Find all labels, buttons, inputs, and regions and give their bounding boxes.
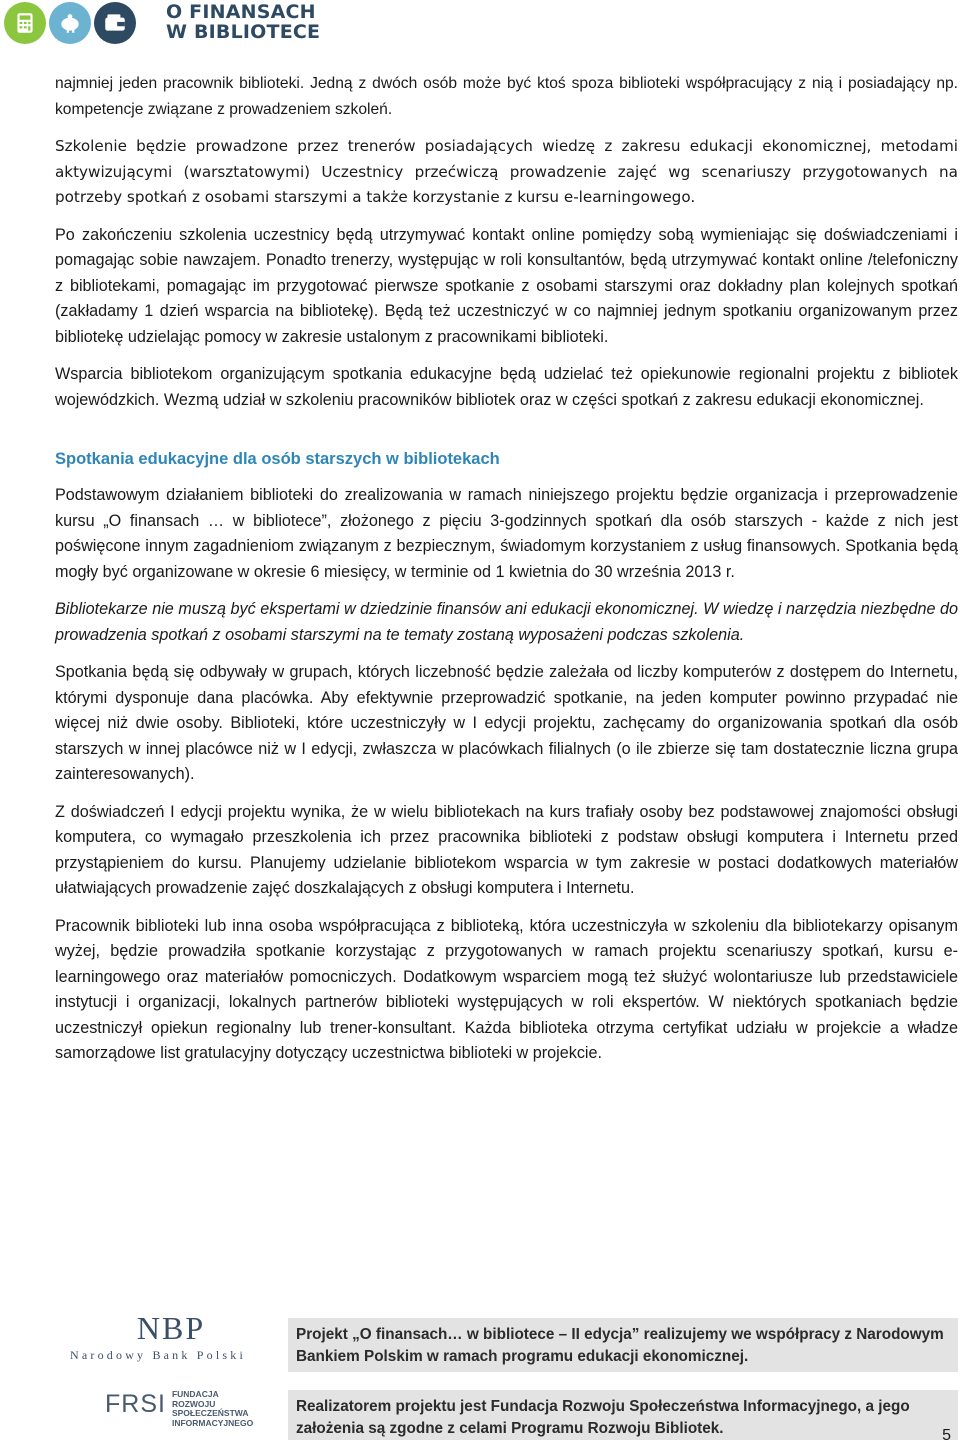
paragraph-6: Bibliotekarze nie muszą być ekspertami w dziedzinie finansów ani edukacji ekonomicznej. W wiedzę i narzędzia niezbędne do prowadzenia spotkań z osobami starszymi na te tematy zostaną wyposażeni podczas szkolenia. [55,600,958,644]
nbp-logo [70,1312,270,1363]
section-heading: Spotkania edukacyjne dla osób starszych w bibliotekach [55,450,500,468]
paragraph-9: Pracownik biblioteki lub inna osoba współpracująca z biblioteką, która uczestniczyła w szkoleniu dla bibliotekarzy opisanym wyżej, będzie prowadziła spotkanie korzystając z przygotowanych w ramach projektu scenariuszy spotkań, kursu e-learningowego oraz materiałów pomocniczych. Dodatkowym wsparciem mogą też służyć wolontariusze lub przedstawiciele instytucji i organizacji, lokalnych partnerów biblioteki występujących w roli ekspertów. W niektórych spotkaniach będzie uczestniczył opiekun regionalny lub trener-konsultant. Każda biblioteka otrzyma certyfikat udziału w projekcie a władze samorządowe list gratulacyjny dotyczący uczestnictwa biblioteki w projekcie. [55,916,958,1062]
paragraph-3: Po zakończeniu szkolenia uczestnicy będą utrzymywać kontakt online pomiędzy sobą wymieniając się doświadczeniami i pomagając sobie nawzajem. Ponadto trenerzy, występując w roli konsultantów, będą utrzymywać kontakt online /telefoniczny z bibliotekami, pomagając im przygotować pierwsze spotkanie z osobami starszymi oraz dokładny plan kolejnych spotkań (zakładamy 1 dzień wsparcia na bibliotekę). Będą też uczestniczyć w co najmniej jednym spotkaniu organizowanym przez bibliotekę udzielając pomocy w zakresie ustalonym z pracownikami biblioteki. [55,225,958,346]
piggy-bank-icon [49,2,91,44]
nbp-logo-name: Narodowy Bank Polski [70,1348,246,1362]
page-footer [0,1290,960,1449]
organizer-banner: Realizatorem projektu jest Fundacja Rozwoju Społeczeństwa Informacyjnego, a jego założenia są zgodne z celami Programu Rozwoju Bibliotek. [288,1390,958,1440]
logo-line2: W BIBLIOTECE [166,21,321,43]
wallet-icon [94,2,136,44]
paragraph-2: Szkolenie będzie prowadzone przez trenerów posiadających wiedzę z zakresu edukacji ekonomicznej, metodami aktywizującymi (warsztatowymi) Uczestnicy przećwiczą prowadzenie zajęć wg scenariuszy przygotowanych na potrzeby spotkań z osobami starszymi a także korzystanie z kursu e-learningowego. [55,137,958,206]
frsi-logo-subtitle: FUNDACJA ROZWOJU SPOŁECZEŃSTWA INFORMACYJNEGO [171,1389,254,1428]
paragraph-8: Z doświadczeń I edycji projektu wynika, że w wielu bibliotekach na kurs trafiały osoby bez podstawowej znajomości obsługi komputera, co wymagało przeszkolenia ich przez pracownika biblioteki z podstaw obsługi komputera i Internetu przed przystąpieniem do kursu. Planujemy udzielanie bibliotekom wsparcia w tym zakresie w postaci dodatkowych materiałów ułatwiających prowadzenie zajęć doszkalających z obsługi komputera i Internetu. [55,802,958,897]
page-number: 5 [942,1427,951,1444]
paragraph-1: najmniej jeden pracownik biblioteki. Jedną z dwóch osób może być ktoś spoza biblioteki współpracujący z nią i posiadający np. kompetencje związane z prowadzeniem szkoleń. [55,75,958,118]
calculator-icon [4,2,46,44]
logo-line1: O FINANSACH [166,1,316,23]
frsi-logo [105,1389,254,1428]
logo-text [166,2,320,42]
paragraph-5: Podstawowym działaniem biblioteki do zrealizowania w ramach niniejszego projektu będzie organizacja i przeprowadzenie kursu „O finansach … w bibliotece”, złożonego z pięciu 3-godzinnych spotkań dla osób starszych - każde z nich jest poświęcone innym zagadnieniom związanym z bezpiecznym, świadomym korzystaniem z usług finansowych. Spotkania będą mogły być organizowane w okresie 6 miesięcy, w terminie od 1 kwietnia do 30 września 2013 r. [55,486,958,581]
frsi-logo-mark: FRSI [105,1390,166,1418]
document-body [55,71,958,1079]
project-banner: Projekt „O finansach… w bibliotece – II edycja” realizujemy we współpracy z Narodowym Bankiem Polskim w ramach programu edukacji ekonomicznej. [288,1318,958,1372]
paragraph-4: Wsparcia bibliotekom organizującym spotkania edukacyjne będą udzielać też opiekunowie regionalni projektu z bibliotek wojewódzkich. Wezmą udział w szkoleniu pracowników bibliotek oraz w części spotkań z zakresu edukacji ekonomicznej. [55,365,958,409]
logo-icons [4,2,136,44]
page-header [0,0,960,48]
nbp-logo-mark: NBP [136,1310,206,1346]
paragraph-7: Spotkania będą się odbywały w grupach, których liczebność będzie zależała od liczby komputerów z dostępem do Internetu, którymi dysponuje dana placówka. Aby efektywnie przeprowadzić spotkanie, na jeden komputer powinno przypadać nie więcej niż dwie osoby. Biblioteki, które uczestniczyły w I edycji projektu, zachęcamy do organizowania spotkań dla osób starszych w innej placówce niż w I edycji, zwłaszcza w placówkach filialnych (o ile zbierze się tam dostatecznie liczna grupa zainteresowanych). [55,663,958,783]
